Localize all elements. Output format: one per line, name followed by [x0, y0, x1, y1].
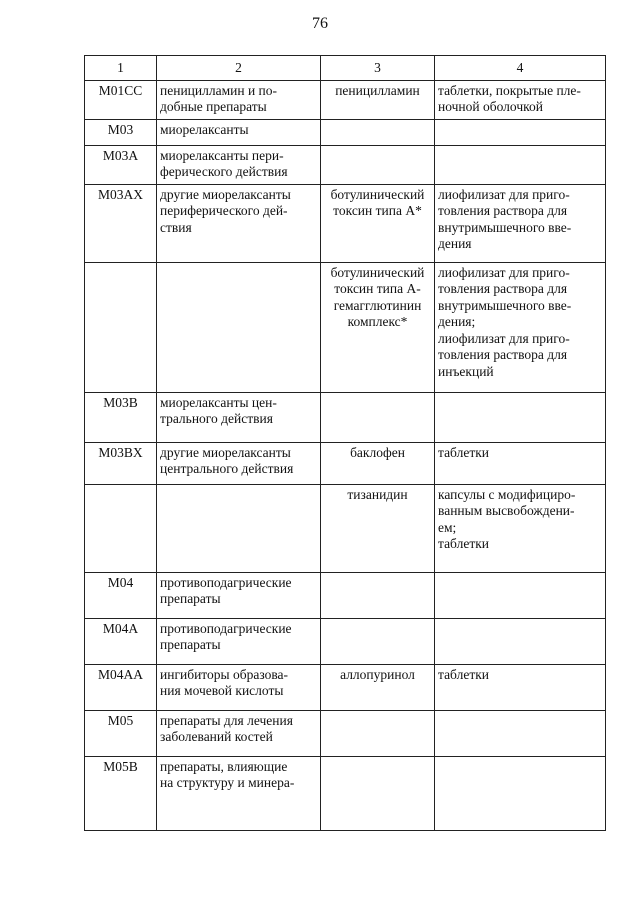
dosage-form-line: таблетки — [438, 666, 490, 682]
drug-name-cell — [321, 262, 435, 392]
dosage-form-line: лиофилизат для приго- — [438, 330, 570, 346]
table-row — [85, 262, 606, 392]
drug-name-line: комплекс* — [347, 314, 408, 330]
drug-name-line: тизанидин — [347, 486, 408, 502]
atc-code-cell: M03BX — [85, 442, 157, 484]
dosage-form-line: товления раствора для — [438, 281, 568, 297]
drug-name-cell — [321, 442, 435, 484]
group-name-cell — [157, 484, 321, 572]
header-col-4: 4 — [435, 56, 606, 81]
atc-code-cell: M05 — [85, 710, 157, 756]
group-name-line: ингибиторы образова- — [160, 666, 289, 682]
drug-name-cell — [321, 618, 435, 664]
dosage-form-line: таблетки — [438, 444, 490, 460]
drug-name-line: ботулинический — [330, 264, 425, 280]
dosage-form-line: внутримышечного вве- — [438, 297, 572, 313]
drug-name-line: аллопуринол — [340, 666, 415, 682]
table-row — [85, 81, 606, 120]
group-name-line: ствия — [160, 219, 192, 235]
group-name-line: препараты — [160, 591, 221, 607]
dosage-form-line: ем; — [438, 519, 457, 535]
dosage-form-line: дения — [438, 236, 472, 252]
group-name-line: препараты для лечения — [160, 712, 293, 728]
dosage-form-cell — [435, 145, 606, 184]
group-name-line: пеницилламин и по- — [160, 83, 278, 98]
table-row — [85, 119, 606, 145]
dosage-form-cell — [435, 664, 606, 710]
group-name-line: периферического дей- — [160, 203, 288, 219]
atc-code-cell: M04AA — [85, 664, 157, 710]
table-row — [85, 442, 606, 484]
header-col-3: 3 — [321, 56, 435, 81]
drug-name-line: токсин типа А- — [334, 281, 421, 297]
drug-name-line: ботулинический — [330, 186, 425, 202]
group-name-line: ния мочевой кислоты — [160, 683, 284, 699]
group-name-line: заболеваний костей — [160, 729, 273, 745]
drug-classification-table — [84, 55, 606, 831]
dosage-form-cell — [435, 756, 606, 830]
table-row — [85, 145, 606, 184]
header-col-2: 2 — [157, 56, 321, 81]
table-row — [85, 392, 606, 442]
atc-code-cell: M04 — [85, 572, 157, 618]
atc-code-cell — [85, 484, 157, 572]
drug-name-cell — [321, 756, 435, 830]
drug-name-line: пеницилламин — [335, 83, 420, 98]
group-name-line: миорелаксанты пери- — [160, 147, 284, 163]
group-name-cell — [157, 710, 321, 756]
atc-code-cell: M03B — [85, 392, 157, 442]
page-number: 76 — [312, 15, 328, 32]
group-name-line: ферического действия — [160, 164, 288, 180]
dosage-form-line: инъекций — [438, 363, 494, 379]
atc-code-cell: M05B — [85, 756, 157, 830]
dosage-form-cell — [435, 262, 606, 392]
group-name-cell — [157, 81, 321, 120]
drug-name-cell — [321, 184, 435, 262]
dosage-form-line: дения; — [438, 314, 476, 330]
dosage-form-cell — [435, 618, 606, 664]
drug-name-line: баклофен — [350, 444, 405, 460]
group-name-cell — [157, 756, 321, 830]
table-row — [85, 184, 606, 262]
dosage-form-line: таблетки, покрытые пле- — [438, 83, 581, 98]
dosage-form-line: таблетки — [438, 536, 490, 552]
group-name-line: на структуру и минера- — [160, 775, 295, 791]
dosage-form-cell — [435, 710, 606, 756]
group-name-cell — [157, 392, 321, 442]
table-row — [85, 618, 606, 664]
table-row — [85, 484, 606, 572]
dosage-form-cell — [435, 484, 606, 572]
table-header-row — [85, 56, 606, 81]
group-name-cell — [157, 442, 321, 484]
drug-name-line: токсин типа А* — [333, 203, 422, 219]
group-name-cell — [157, 572, 321, 618]
dosage-form-line: лиофилизат для приго- — [438, 186, 570, 202]
group-name-line: препараты, влияющие — [160, 758, 288, 774]
dosage-form-cell — [435, 184, 606, 262]
dosage-form-line: капсулы с модифициро- — [438, 486, 576, 502]
group-name-cell — [157, 184, 321, 262]
group-name-cell — [157, 145, 321, 184]
table-row — [85, 664, 606, 710]
drug-name-cell — [321, 81, 435, 120]
atc-code-cell: M03A — [85, 145, 157, 184]
table-body — [85, 81, 606, 831]
table-row — [85, 710, 606, 756]
group-name-line: другие миорелаксанты — [160, 186, 291, 202]
dosage-form-cell — [435, 81, 606, 120]
drug-name-line: гемагглютинин — [333, 297, 422, 313]
dosage-form-cell — [435, 572, 606, 618]
dosage-form-line: лиофилизат для приго- — [438, 264, 570, 280]
atc-code-cell: M01CC — [85, 81, 157, 120]
drug-name-cell — [321, 392, 435, 442]
group-name-line: центрального действия — [160, 461, 294, 477]
drug-name-cell — [321, 664, 435, 710]
group-name-line: трального действия — [160, 411, 273, 427]
drug-name-cell — [321, 572, 435, 618]
group-name-line: противоподагрические — [160, 620, 292, 636]
dosage-form-cell — [435, 119, 606, 145]
table-row — [85, 756, 606, 830]
dosage-form-line: ванным высвобождени- — [438, 503, 575, 519]
atc-code-cell: M03AX — [85, 184, 157, 262]
dosage-form-line: внутримышечного вве- — [438, 219, 572, 235]
table-row — [85, 572, 606, 618]
group-name-line: миорелаксанты — [160, 121, 249, 137]
dosage-form-cell — [435, 442, 606, 484]
group-name-line: миорелаксанты цен- — [160, 394, 277, 410]
group-name-cell — [157, 262, 321, 392]
dosage-form-line: товления раствора для — [438, 203, 568, 219]
drug-name-cell — [321, 710, 435, 756]
drug-name-cell — [321, 119, 435, 145]
group-name-line: другие миорелаксанты — [160, 444, 291, 460]
dosage-form-cell — [435, 392, 606, 442]
drug-name-cell — [321, 484, 435, 572]
group-name-cell — [157, 618, 321, 664]
group-name-cell — [157, 119, 321, 145]
group-name-line: добные препараты — [160, 99, 267, 115]
atc-code-cell: M03 — [85, 119, 157, 145]
atc-code-cell — [85, 262, 157, 392]
header-col-1: 1 — [85, 56, 157, 81]
dosage-form-line: ночной оболочкой — [438, 99, 543, 115]
drug-name-cell — [321, 145, 435, 184]
group-name-cell — [157, 664, 321, 710]
group-name-line: препараты — [160, 637, 221, 653]
atc-code-cell: M04A — [85, 618, 157, 664]
group-name-line: противоподагрические — [160, 574, 292, 590]
dosage-form-line: товления раствора для — [438, 347, 568, 363]
